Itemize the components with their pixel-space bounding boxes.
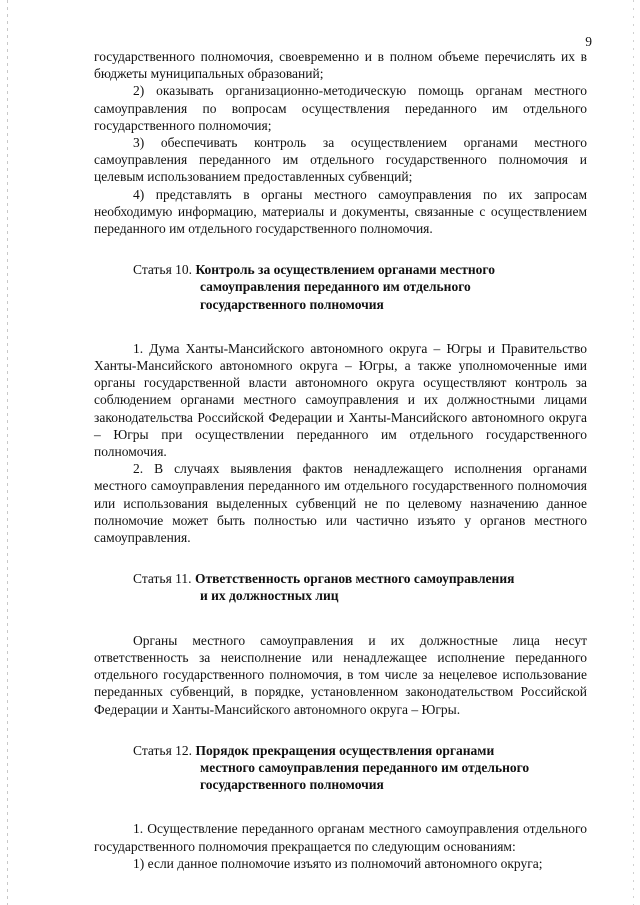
article-12-heading	[94, 742, 587, 794]
paragraph: 2) оказывать организационно-методическую помощь органам местного самоуправления по вопросам осуществления переданного им отдельного государственного полномочия;	[94, 83, 587, 133]
article-title: Ответственность органов местного самоуправления	[194, 571, 515, 587]
article-title: местного самоуправления переданного им отдельного	[200, 759, 530, 775]
paragraph: государственного полномочия, своевременно и в полном объеме перечислять их в бюджеты муниципальных образований;	[94, 49, 587, 82]
page-number: 9	[585, 34, 592, 49]
paragraph: 1) если данное полномочие изъято из полномочий автономного округа;	[133, 855, 543, 871]
paragraph: 1. Осуществление переданного органам местного самоуправления отдельного государственного полномочия прекращается по следующим основаниям:	[94, 821, 587, 854]
article-10-heading	[94, 261, 587, 313]
document-body	[94, 48, 587, 872]
article-number: Статья 11.	[133, 571, 192, 587]
article-title: самоуправления переданного им отдельного	[200, 279, 471, 295]
paragraph: 1. Дума Ханты-Мансийского автономного округа – Югры и Правительство Ханты-Мансийского автономного округа – Югры, а также уполномоченные ими органы государственной власти автономного округа осуществляют контроль за соблюдением органами местного самоуправления и их должностными лицами законодательства Российской Федерации и Ханты-Мансийского автономного округа – Югры при осуществлении переданного им отдельного государственного полномочия.	[94, 340, 587, 460]
article-number: Статья 12.	[133, 742, 193, 758]
article-title: Контроль за осуществлением органами местного	[195, 262, 495, 278]
article-title: государственного полномочия	[200, 777, 384, 793]
scan-edge-left	[7, 0, 8, 905]
article-11-heading	[94, 570, 587, 604]
paragraph: 4) представлять в органы местного самоуправления по их запросам необходимую информацию, материалы и документы, связанные с осуществлением переданного им отдельного государственного полномочия.	[94, 186, 587, 237]
article-number: Статья 10.	[133, 262, 193, 278]
article-title: Порядок прекращения осуществления органами	[195, 742, 495, 758]
article-title: и их должностных лиц	[200, 588, 339, 604]
paragraph: 2. В случаях выявления фактов ненадлежащего исполнения органами местного самоуправления переданного им отдельного государственного полномочия или использования выделенных субвенций не по целевому назначению данное полномочие может быть полностью или частично изъято у органов местного самоуправления.	[94, 461, 587, 546]
paragraph: 3) обеспечивать контроль за осуществлением органами местного самоуправления переданного им отдельного государственного полномочия и целевым использованием предоставленных субвенций;	[94, 135, 587, 185]
scan-edge-right	[633, 0, 634, 905]
paragraph: Органы местного самоуправления и их должностные лица несут ответственность за неисполнение или ненадлежащее исполнение переданного отдельного государственного полномочия, в том числе за нецелевое использование переданных субвенций, в порядке, установленном законодательством Российской Федерации и Ханты-Мансийского автономного округа – Югры.	[94, 632, 587, 717]
article-title: государственного полномочия	[200, 296, 384, 312]
